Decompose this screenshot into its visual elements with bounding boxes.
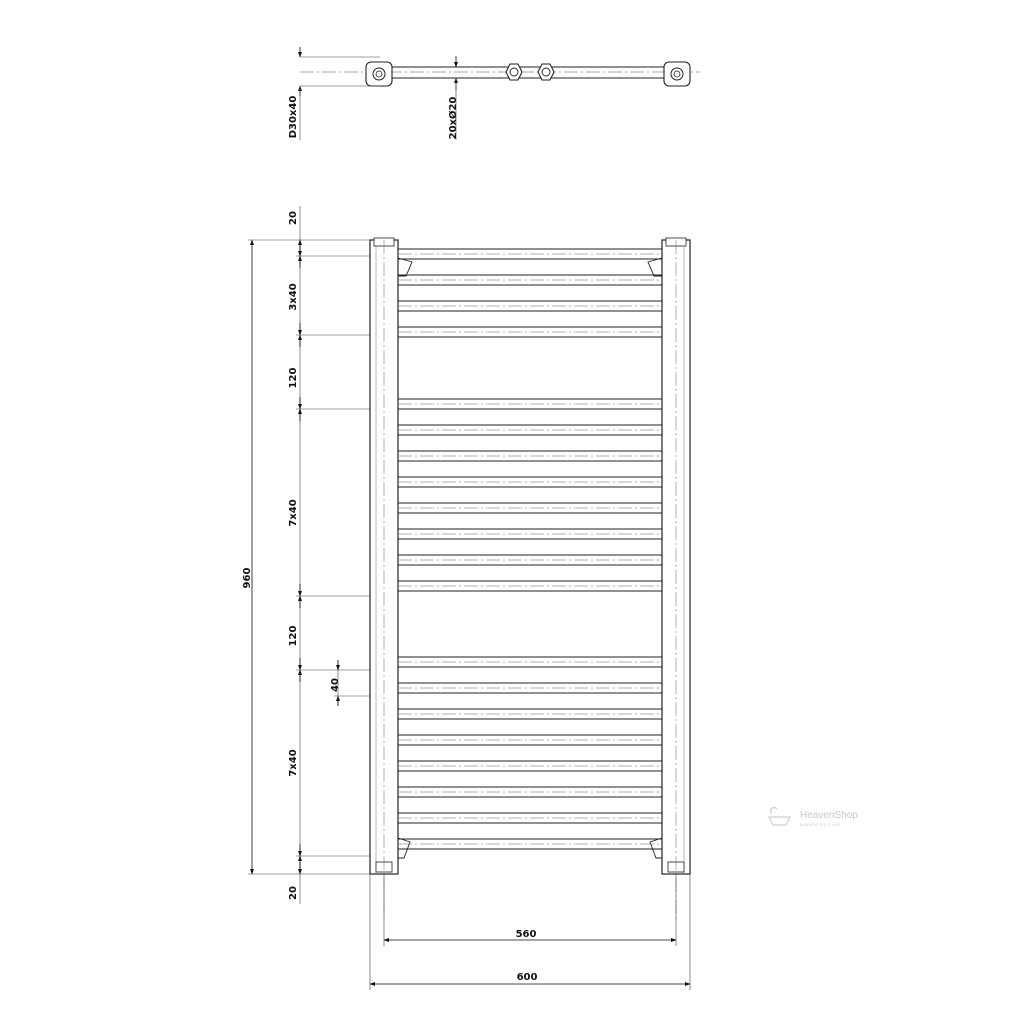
group-bottom-label: 7x40: [288, 749, 299, 777]
bottom-right-bracket: [650, 838, 662, 858]
top-view-tube-hole-inner: [376, 71, 382, 77]
connection-spacing-label: 560: [515, 929, 537, 940]
radiator-bars: [398, 249, 662, 849]
heavenshop-watermark: [769, 808, 858, 829]
top-margin-label: 20: [288, 211, 299, 225]
gap-upper-label: 120: [288, 367, 299, 389]
bottom-left-bracket: [398, 838, 410, 858]
top-left-bracket: [398, 258, 412, 276]
top-view-tube-hole-inner: [674, 71, 680, 77]
bathtub-logo-icon: [769, 808, 790, 826]
bar-pitch-label: 40: [330, 678, 341, 692]
top-right-bracket: [648, 258, 662, 276]
dimension-lines: [248, 206, 690, 990]
top-view-connection-label: 20xØ20: [448, 96, 459, 140]
top-view-connection-hole: [542, 68, 550, 76]
bottom-margin-label: 20: [288, 886, 299, 900]
top-view-connection-hole: [510, 68, 518, 76]
group-middle-label: 7x40: [288, 499, 299, 527]
radiator-front-view: [370, 238, 690, 920]
gap-lower-label: 120: [288, 625, 299, 647]
overall-width-label: 600: [516, 972, 538, 983]
top-view-depth-label: D30x40: [288, 95, 299, 139]
watermark-tagline: koupelny snu a vaše: [800, 823, 841, 828]
overall-height-label: 960: [242, 567, 253, 589]
watermark-brand: HeavenShop: [800, 810, 858, 821]
top-view: [300, 47, 700, 140]
group-top-label: 3x40: [288, 283, 299, 311]
